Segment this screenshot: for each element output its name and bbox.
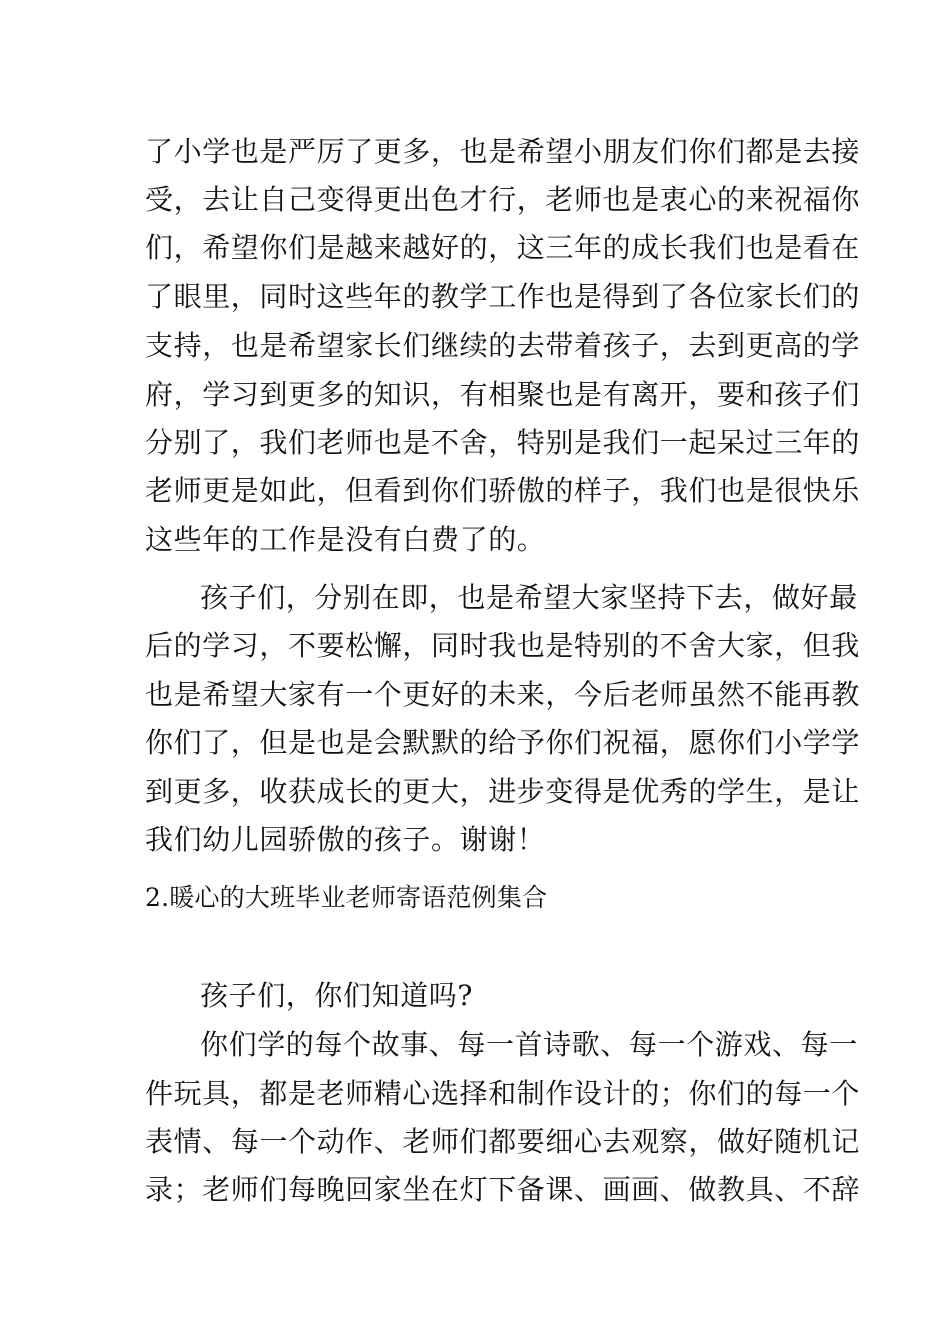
text-line: 表情、每一个动作、老师们都要细心去观察，做好随机记	[145, 1125, 861, 1158]
text-line: 我们幼儿园骄傲的孩子。谢谢！	[145, 823, 546, 856]
text-line: 受，去让自己变得更出色才行，老师也是衷心的来祝福你	[145, 183, 861, 216]
text-line: 录；老师们每晚回家坐在灯下备课、画画、做教具、不辞	[145, 1173, 861, 1206]
text-line: 后的学习，不要松懈，同时我也是特别的不舍大家，但我	[145, 629, 861, 662]
text-line: 这些年的工作是没有白费了的。	[145, 523, 546, 556]
text-line: 支持，也是希望家长们继续的去带着孩子，去到更高的学	[145, 329, 861, 362]
text-line: 老师更是如此，但看到你们骄傲的样子，我们也是很快乐	[145, 474, 861, 507]
text-line: 分别了，我们老师也是不舍，特别是我们一起呆过三年的	[145, 426, 861, 459]
paragraph-first-line: 你们学的每个故事、每一首诗歌、每一个游戏、每一	[200, 1028, 858, 1061]
paragraph-first-line: 孩子们，分别在即，也是希望大家坚持下去，做好最	[200, 581, 858, 614]
text-line: 府，学习到更多的知识，有相聚也是有离开，要和孩子们	[145, 378, 861, 411]
paragraph-first-line: 孩子们，你们知道吗?	[200, 979, 474, 1012]
text-line: 们，希望你们是越来越好的，这三年的成长我们也是看在	[145, 231, 861, 264]
text-line: 件玩具，都是老师精心选择和制作设计的；你们的每一个	[145, 1077, 861, 1110]
section-heading: 2.暖心的大班毕业老师寄语范例集合	[145, 883, 548, 912]
text-line: 到更多，收获成长的更大，进步变得是优秀的学生，是让	[145, 775, 861, 808]
text-line: 了眼里，同时这些年的教学工作也是得到了各位家长们的	[145, 280, 861, 313]
text-line: 你们了，但是也是会默默的给予你们祝福，愿你们小学学	[145, 726, 861, 759]
text-line: 了小学也是严厉了更多，也是希望小朋友们你们都是去接	[145, 135, 861, 168]
text-line: 也是希望大家有一个更好的未来，今后老师虽然不能再教	[145, 678, 861, 711]
